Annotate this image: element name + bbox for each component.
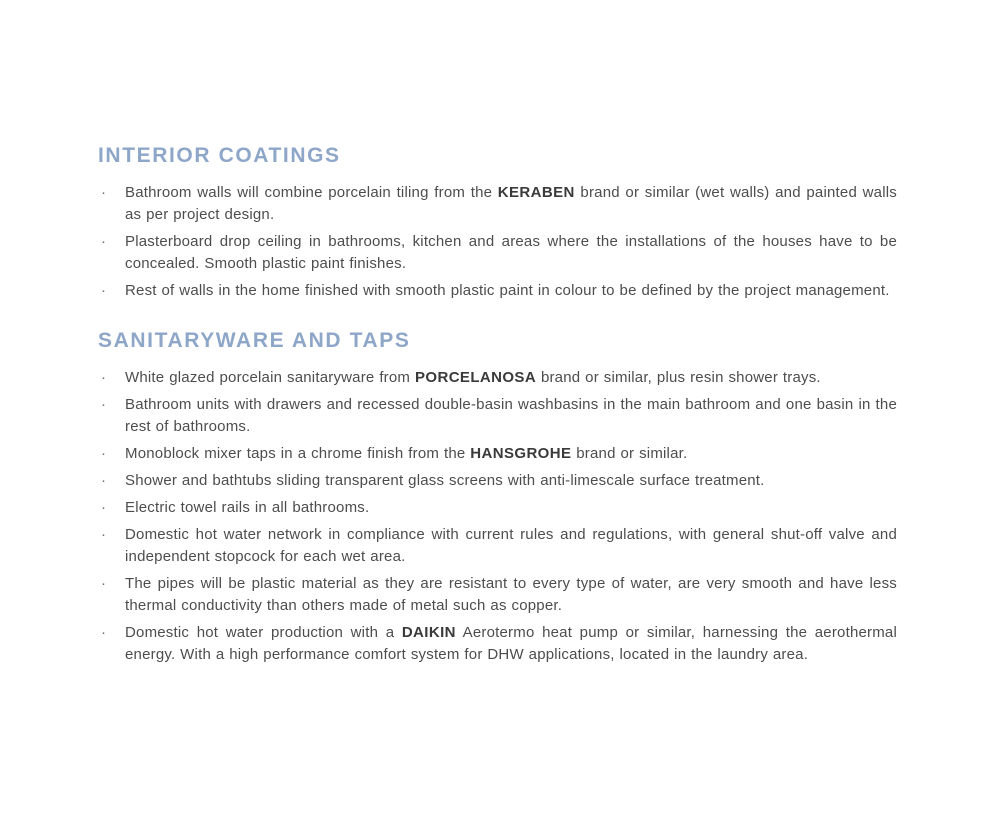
bullet-text-plasterboard-ceiling: Plasterboard drop ceiling in bathrooms, kitchen and areas where the installations of the houses have to be concealed. Smooth plastic paint finishes. <box>125 233 897 272</box>
list-item <box>98 622 897 666</box>
bullet-text-hot-water-network: Domestic hot water network in compliance with current rules and regulations, with general shut-off valve and independent stopcock for each wet area. <box>125 526 897 565</box>
bullet-text-hot-water-production: Domestic hot water production with a DAIKIN Aerotermo heat pump or similar, harnessing the aerothermal energy. With a high performance comfort system for DHW applications, located in the laundry area. <box>125 624 897 663</box>
bullet-icon: · <box>101 472 106 489</box>
bullet-text-rest-of-walls: Rest of walls in the home finished with smooth plastic paint in colour to be defined by the project management. <box>125 282 890 299</box>
section-title-sanitaryware-and-taps: SANITARYWARE AND TAPS <box>98 329 411 352</box>
bullet-text-glass-screens: Shower and bathtubs sliding transparent glass screens with anti-limescale surface treatment. <box>125 472 765 489</box>
list-item <box>98 394 897 438</box>
bullet-text-sanitaryware: White glazed porcelain sanitaryware from PORCELANOSA brand or similar, plus resin shower trays. <box>125 369 821 386</box>
list-item <box>98 497 897 519</box>
list-item <box>98 470 897 492</box>
list-item <box>98 443 897 465</box>
section-title-interior-coatings: INTERIOR COATINGS <box>98 144 341 167</box>
bullet-text-bathroom-walls: Bathroom walls will combine porcelain tiling from the KERABEN brand or similar (wet walls) and painted walls as per project design. <box>125 184 897 223</box>
section-sanitaryware-and-taps <box>98 328 897 666</box>
bullet-icon: · <box>101 499 106 516</box>
bullet-text-plastic-pipes: The pipes will be plastic material as they are resistant to every type of water, are very smooth and have less thermal conductivity than others made of metal such as copper. <box>125 575 897 614</box>
bullet-icon: · <box>101 282 106 299</box>
bullet-text-mixer-taps: Monoblock mixer taps in a chrome finish from the HANSGROHE brand or similar. <box>125 445 688 462</box>
bullet-icon: · <box>101 369 106 386</box>
list-item <box>98 182 897 226</box>
section-interior-coatings <box>98 143 897 302</box>
bullet-icon: · <box>101 445 106 462</box>
bullet-icon: · <box>101 526 106 543</box>
list-item <box>98 280 897 302</box>
list-item <box>98 573 897 617</box>
bullet-icon: · <box>101 624 106 641</box>
bullet-text-towel-rails: Electric towel rails in all bathrooms. <box>125 499 370 516</box>
list-item <box>98 231 897 275</box>
bullet-icon: · <box>101 575 106 592</box>
bullet-text-bathroom-units: Bathroom units with drawers and recessed double-basin washbasins in the main bathroom and one basin in the rest of bathrooms. <box>125 396 897 435</box>
list-item <box>98 367 897 389</box>
bullet-icon: · <box>101 184 106 201</box>
list-item <box>98 524 897 568</box>
bullet-icon: · <box>101 396 106 413</box>
bullet-icon: · <box>101 233 106 250</box>
